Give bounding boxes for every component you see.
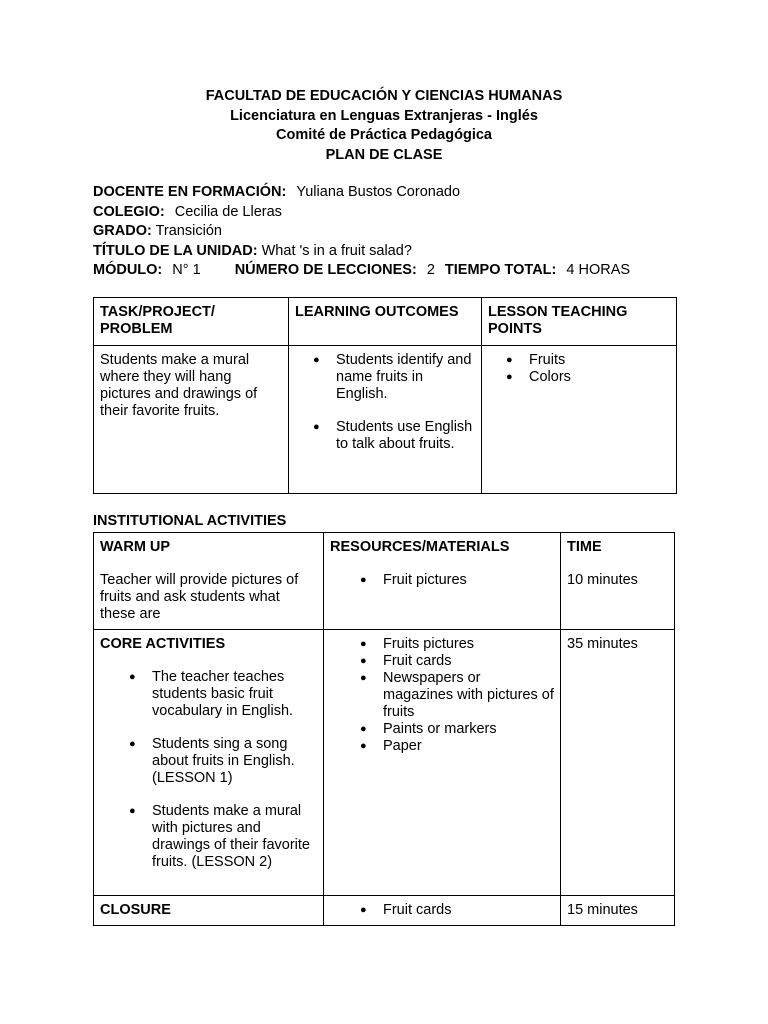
resource-item: ● Paints or markers [383, 721, 554, 738]
core-resources-cell [324, 630, 561, 896]
points-cell [482, 346, 677, 494]
faculty-name: FACULTAD DE EDUCACIÓN Y CIENCIAS HUMANAS [205, 88, 563, 104]
document-header [0, 87, 768, 165]
outcome-item: ● Students use English to talk about fruits. [336, 419, 475, 453]
resource-item: ● Fruits pictures [383, 636, 554, 653]
modulo-label: MÓDULO: [93, 262, 163, 278]
lecciones-value: 2 [426, 262, 435, 278]
resource-item: ● Paper [383, 738, 554, 755]
time-header: TIME [567, 539, 602, 555]
tiempo-label: TIEMPO TOTAL: [444, 262, 557, 278]
warmup-time-cell [561, 533, 675, 630]
closure-resources-cell [324, 896, 561, 926]
grado-value: Transición [155, 223, 222, 239]
closure-title: CLOSURE [100, 902, 171, 918]
warmup-text: Teacher will provide pictures of fruits and ask students what these are [100, 572, 299, 622]
modulo-value: N° 1 [172, 262, 201, 278]
warmup-title: WARM UP [100, 539, 171, 555]
core-list [100, 669, 317, 871]
core-time-cell [561, 630, 675, 896]
core-item: ● Students sing a song about fruits in English. (LESSON 1) [152, 736, 317, 787]
info-colegio [93, 203, 713, 223]
header-outcomes: LEARNING OUTCOMES [289, 298, 482, 346]
header-task: TASK/PROJECT/ PROBLEM [94, 298, 289, 346]
warmup-resources-cell [324, 533, 561, 630]
info-modulo [93, 261, 713, 281]
info-docente [93, 183, 713, 203]
outcomes-cell [289, 346, 482, 494]
lecciones-label: NÚMERO DE LECCIONES: [234, 262, 417, 278]
docente-label: DOCENTE EN FORMACIÓN: [93, 184, 287, 200]
grado-label: GRADO: [93, 223, 152, 239]
point-item: ● Fruits [529, 352, 670, 369]
closure-time: 15 minutes [567, 902, 638, 918]
resource-item: ● Fruit cards [383, 653, 554, 670]
core-item: ● The teacher teaches students basic fruit vocabulary in English. [152, 669, 317, 720]
warmup-time: 10 minutes [567, 572, 638, 588]
resources-header: RESOURCES/MATERIALS [330, 539, 510, 555]
outcomes-list [295, 352, 475, 453]
task-text: Students make a mural where they will hang pictures and drawings of their favorite fruits. [100, 352, 258, 419]
colegio-value: Cecilia de Lleras [174, 203, 282, 220]
committee-name: Comité de Práctica Pedagógica [276, 127, 492, 143]
header-points: LESSON TEACHING POINTS [482, 298, 677, 346]
points-list [488, 352, 670, 386]
resource-item: ● Fruit pictures [383, 572, 554, 589]
closure-resources-list [330, 902, 554, 919]
activities-table [93, 532, 675, 926]
warmup-cell [94, 533, 324, 630]
task-cell [94, 346, 289, 494]
closure-cell [94, 896, 324, 926]
closure-time-cell [561, 896, 675, 926]
resource-item: ● Newspapers or magazines with pictures of fruits [383, 670, 554, 721]
info-titulo [93, 242, 713, 262]
document-title: PLAN DE CLASE [325, 146, 443, 163]
core-time: 35 minutes [567, 636, 638, 652]
titulo-value: What 's in a fruit salad? [261, 242, 412, 259]
core-item: ● Students make a mural with pictures and drawings of their favorite fruits. (LESSON 2) [152, 803, 317, 871]
institutional-title: INSTITUTIONAL ACTIVITIES [93, 513, 287, 529]
colegio-label: COLEGIO: [93, 203, 165, 220]
program-name: Licenciatura en Lenguas Extranjeras - Inglés [230, 107, 538, 124]
info-grado [93, 222, 713, 242]
outcome-item: ● Students identify and name fruits in English. [336, 352, 475, 403]
warmup-resources-list [330, 572, 554, 589]
point-item: ● Colors [529, 369, 670, 386]
docente-value: Yuliana Bustos Coronado [296, 184, 461, 200]
titulo-label: TÍTULO DE LA UNIDAD: [93, 242, 258, 259]
core-cell [94, 630, 324, 896]
resource-item: ● Fruit cards [383, 902, 554, 919]
core-title: CORE ACTIVITIES [100, 636, 226, 652]
core-resources-list [330, 636, 554, 755]
plan-table [93, 297, 677, 494]
tiempo-value: 4 HORAS [566, 262, 631, 278]
lesson-info [93, 183, 713, 281]
